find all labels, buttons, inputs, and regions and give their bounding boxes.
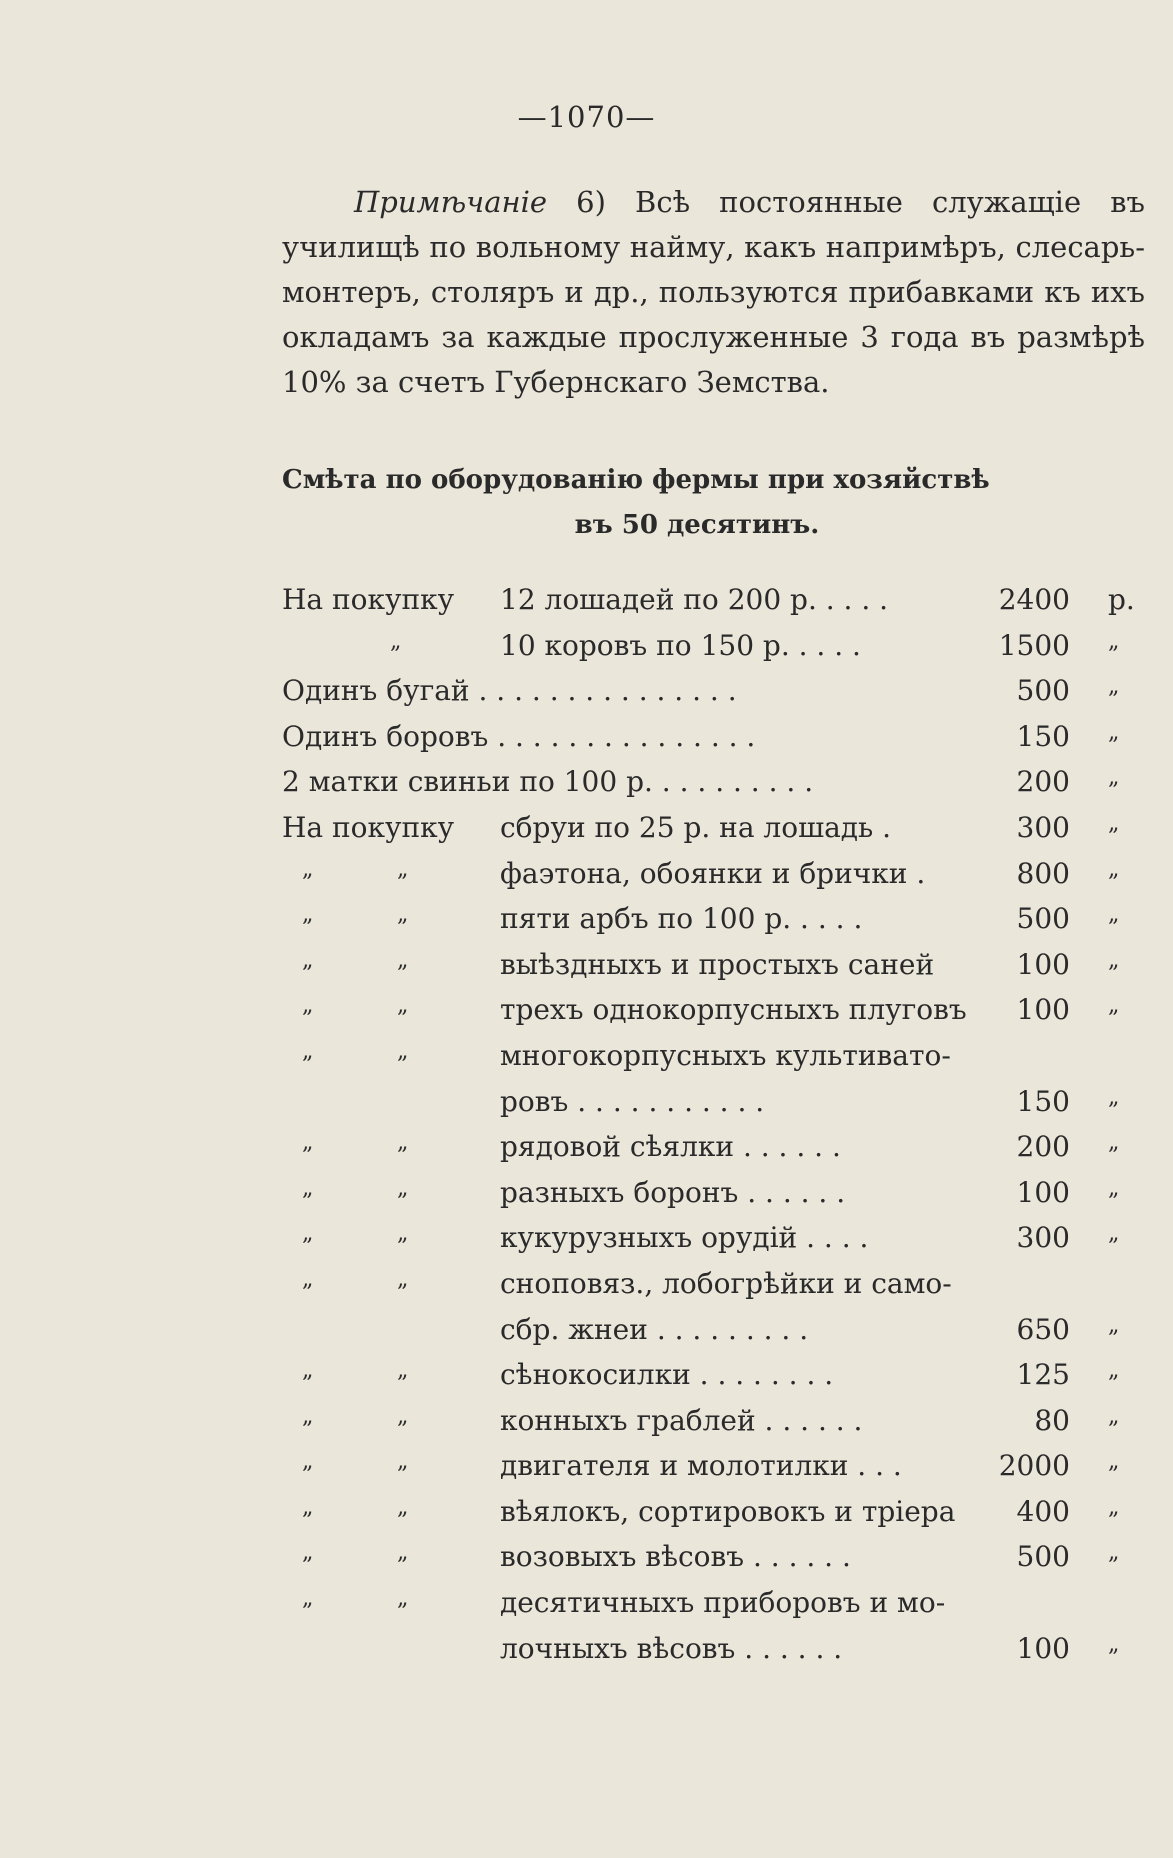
- ditto-mark: „: [302, 1038, 314, 1064]
- budget-row-description: кукурузныхъ орудій . . . .: [500, 1221, 869, 1255]
- budget-row-description: сѣнокосилки . . . . . . . .: [500, 1358, 834, 1392]
- budget-row-amount: 100: [1016, 993, 1070, 1027]
- ditto-mark: „: [397, 1266, 409, 1292]
- budget-row-amount: 300: [1016, 1221, 1070, 1255]
- budget-row-description: рядовой сѣялки . . . . . .: [500, 1130, 841, 1164]
- budget-row-label: Одинъ бугай . . . . . . . . . . . . . . .: [282, 674, 737, 708]
- budget-row-unit: „: [1108, 765, 1120, 791]
- budget-row-amount: 300: [1016, 810, 1070, 844]
- page-number: —1070—: [517, 100, 656, 134]
- ditto-mark: „: [397, 1586, 409, 1612]
- ditto-mark: „: [302, 947, 314, 973]
- budget-row-amount: 100: [1016, 947, 1070, 981]
- ditto-mark: „: [302, 1358, 314, 1384]
- budget-row-amount: 500: [1016, 902, 1070, 936]
- ditto-mark: „: [397, 1130, 409, 1156]
- budget-heading: [282, 458, 1112, 548]
- budget-row-description: выѣздныхъ и простыхъ саней: [500, 947, 935, 981]
- budget-row: [282, 1130, 1162, 1176]
- budget-row-description: вѣялокъ, сортировокъ и тріера: [500, 1494, 956, 1528]
- ditto-mark: „: [302, 1266, 314, 1292]
- ditto-mark: „: [397, 1540, 409, 1566]
- ditto-mark: „: [397, 902, 409, 928]
- ditto-mark: „: [397, 1038, 409, 1064]
- budget-row-amount: 2400: [998, 583, 1070, 616]
- budget-row: [282, 857, 1162, 903]
- budget-row-label: 2 матки свиньи по 100 р. . . . . . . . . .: [282, 765, 814, 799]
- heading-line-2: въ 50 десятинъ.: [574, 510, 820, 540]
- budget-row: [282, 720, 1162, 766]
- budget-row-unit: „: [1108, 1130, 1120, 1156]
- budget-row-description: пяти арбъ по 100 р. . . . .: [500, 902, 863, 936]
- ditto-mark: „: [397, 856, 409, 882]
- budget-row: [282, 1449, 1162, 1495]
- budget-row-unit: „: [1108, 1221, 1120, 1247]
- ditto-mark: „: [302, 902, 314, 928]
- budget-row-description: сноповяз., лобогрѣйки и само-: [500, 1266, 952, 1300]
- budget-row: [282, 811, 1162, 857]
- budget-row: [282, 1358, 1162, 1404]
- budget-row: [282, 1176, 1162, 1222]
- budget-row-amount: 500: [1016, 1540, 1070, 1574]
- budget-row-unit: „: [1108, 810, 1120, 836]
- budget-row-unit: „: [1108, 1403, 1120, 1429]
- ditto-mark: „: [397, 1221, 409, 1247]
- budget-row-amount: 125: [1016, 1358, 1070, 1392]
- budget-row-description: возовыхъ вѣсовъ . . . . . .: [500, 1540, 851, 1574]
- ditto-mark: „: [302, 1221, 314, 1247]
- ditto-mark: „: [302, 1449, 314, 1475]
- budget-row-unit: „: [1108, 1449, 1120, 1475]
- budget-row-unit: „: [1108, 1540, 1120, 1566]
- budget-row-unit: „: [1108, 674, 1120, 700]
- budget-row: [282, 629, 1162, 675]
- budget-row-description: сбруи по 25 р. на лошадь .: [500, 810, 892, 844]
- ditto-mark: „: [397, 993, 409, 1019]
- budget-row-amount: 150: [1016, 719, 1070, 753]
- budget-row-label: Одинъ боровъ . . . . . . . . . . . . . . .: [282, 719, 756, 753]
- budget-row-description: сбр. жнеи . . . . . . . . .: [500, 1312, 809, 1346]
- budget-row-description: 12 лошадей по 200 р. . . . .: [500, 583, 889, 616]
- budget-row-amount: 500: [1016, 674, 1070, 708]
- budget-row-description: конныхъ граблей . . . . . .: [500, 1403, 863, 1437]
- note-label: Примѣчаніе: [354, 185, 548, 219]
- budget-table: [282, 583, 1162, 1677]
- budget-row-amount: 80: [1034, 1403, 1070, 1437]
- ditto-mark: „: [302, 1130, 314, 1156]
- ditto-mark: „: [397, 1175, 409, 1201]
- budget-row-unit: „: [1108, 719, 1120, 745]
- budget-row-amount: 650: [1016, 1312, 1070, 1346]
- budget-row: [282, 1540, 1162, 1586]
- budget-row-amount: 150: [1016, 1084, 1070, 1118]
- ditto-mark: „: [397, 1449, 409, 1475]
- budget-row-description: ровъ . . . . . . . . . . .: [500, 1084, 765, 1118]
- budget-row-description: трехъ однокорпусныхъ плуговъ: [500, 993, 967, 1027]
- budget-row: [282, 1495, 1162, 1541]
- budget-row: [282, 948, 1162, 994]
- ditto-mark: „: [390, 628, 402, 654]
- budget-row-unit: „: [1108, 902, 1120, 928]
- budget-row: [282, 1586, 1162, 1632]
- heading-line-1: Смѣта по оборудованію фермы при хозяйствѣ: [282, 465, 990, 495]
- ditto-mark: „: [302, 1540, 314, 1566]
- ditto-mark: „: [302, 1586, 314, 1612]
- budget-row-description: разныхъ боронъ . . . . . .: [500, 1175, 846, 1209]
- ditto-mark: „: [302, 856, 314, 882]
- budget-row-unit: „: [1108, 856, 1120, 882]
- budget-row: [282, 1085, 1162, 1131]
- budget-row-unit: „: [1108, 1494, 1120, 1520]
- ditto-mark: „: [397, 1358, 409, 1384]
- budget-row-description: лочныхъ вѣсовъ . . . . . .: [500, 1631, 843, 1665]
- budget-row-amount: 800: [1016, 856, 1070, 890]
- budget-row-amount: 1500: [998, 628, 1070, 662]
- budget-row: [282, 674, 1162, 720]
- ditto-mark: „: [302, 993, 314, 1019]
- budget-row: [282, 1632, 1162, 1678]
- budget-row-unit: „: [1108, 1358, 1120, 1384]
- budget-row-amount: 100: [1016, 1175, 1070, 1209]
- ditto-mark: „: [397, 947, 409, 973]
- budget-row: [282, 583, 1162, 629]
- note-text: 6) Всѣ постоянные служащіе въ училищѣ по вольному найму, какъ напримѣръ, слесарь-монтеръ, столяръ и др., пользуются прибавками къ ихъ окладамъ за каждые прослуженные 3 года въ размѣрѣ 10% за счетъ Губернскаго Земства.: [282, 185, 1145, 399]
- budget-row-description: десятичныхъ приборовъ и мо-: [500, 1586, 946, 1620]
- budget-row-description: двигателя и молотилки . . .: [500, 1449, 902, 1483]
- budget-row-unit: „: [1108, 1084, 1120, 1110]
- ditto-mark: „: [302, 1403, 314, 1429]
- note-paragraph: [282, 180, 1145, 405]
- budget-row: [282, 1404, 1162, 1450]
- budget-row-label: На покупку: [282, 583, 455, 616]
- ditto-mark: „: [302, 1494, 314, 1520]
- budget-row-label: На покупку: [282, 810, 455, 844]
- budget-row-description: 10 коровъ по 150 р. . . . .: [500, 628, 861, 662]
- ditto-mark: „: [397, 1403, 409, 1429]
- budget-row-unit: „: [1108, 1175, 1120, 1201]
- budget-row-description: многокорпусныхъ культивато-: [500, 1038, 951, 1072]
- budget-row-unit: „: [1108, 1631, 1120, 1657]
- budget-row-amount: 200: [1016, 765, 1070, 799]
- budget-row-amount: 200: [1016, 1130, 1070, 1164]
- budget-row-amount: 2000: [998, 1449, 1070, 1483]
- budget-row-amount: 100: [1016, 1631, 1070, 1665]
- ditto-mark: „: [397, 1494, 409, 1520]
- budget-row: [282, 1039, 1162, 1085]
- budget-row: [282, 902, 1162, 948]
- budget-row: [282, 1267, 1162, 1313]
- budget-row-unit: „: [1108, 993, 1120, 1019]
- budget-row: [282, 765, 1162, 811]
- budget-row-unit: „: [1108, 628, 1120, 654]
- budget-row-description: фаэтона, обоянки и брички .: [500, 856, 926, 890]
- budget-row: [282, 993, 1162, 1039]
- budget-row: [282, 1221, 1162, 1267]
- budget-row-unit: „: [1108, 947, 1120, 973]
- budget-row: [282, 1313, 1162, 1359]
- ditto-mark: „: [302, 1175, 314, 1201]
- budget-row-unit: р.: [1108, 583, 1135, 616]
- budget-row-amount: 400: [1016, 1494, 1070, 1528]
- budget-row-unit: „: [1108, 1312, 1120, 1338]
